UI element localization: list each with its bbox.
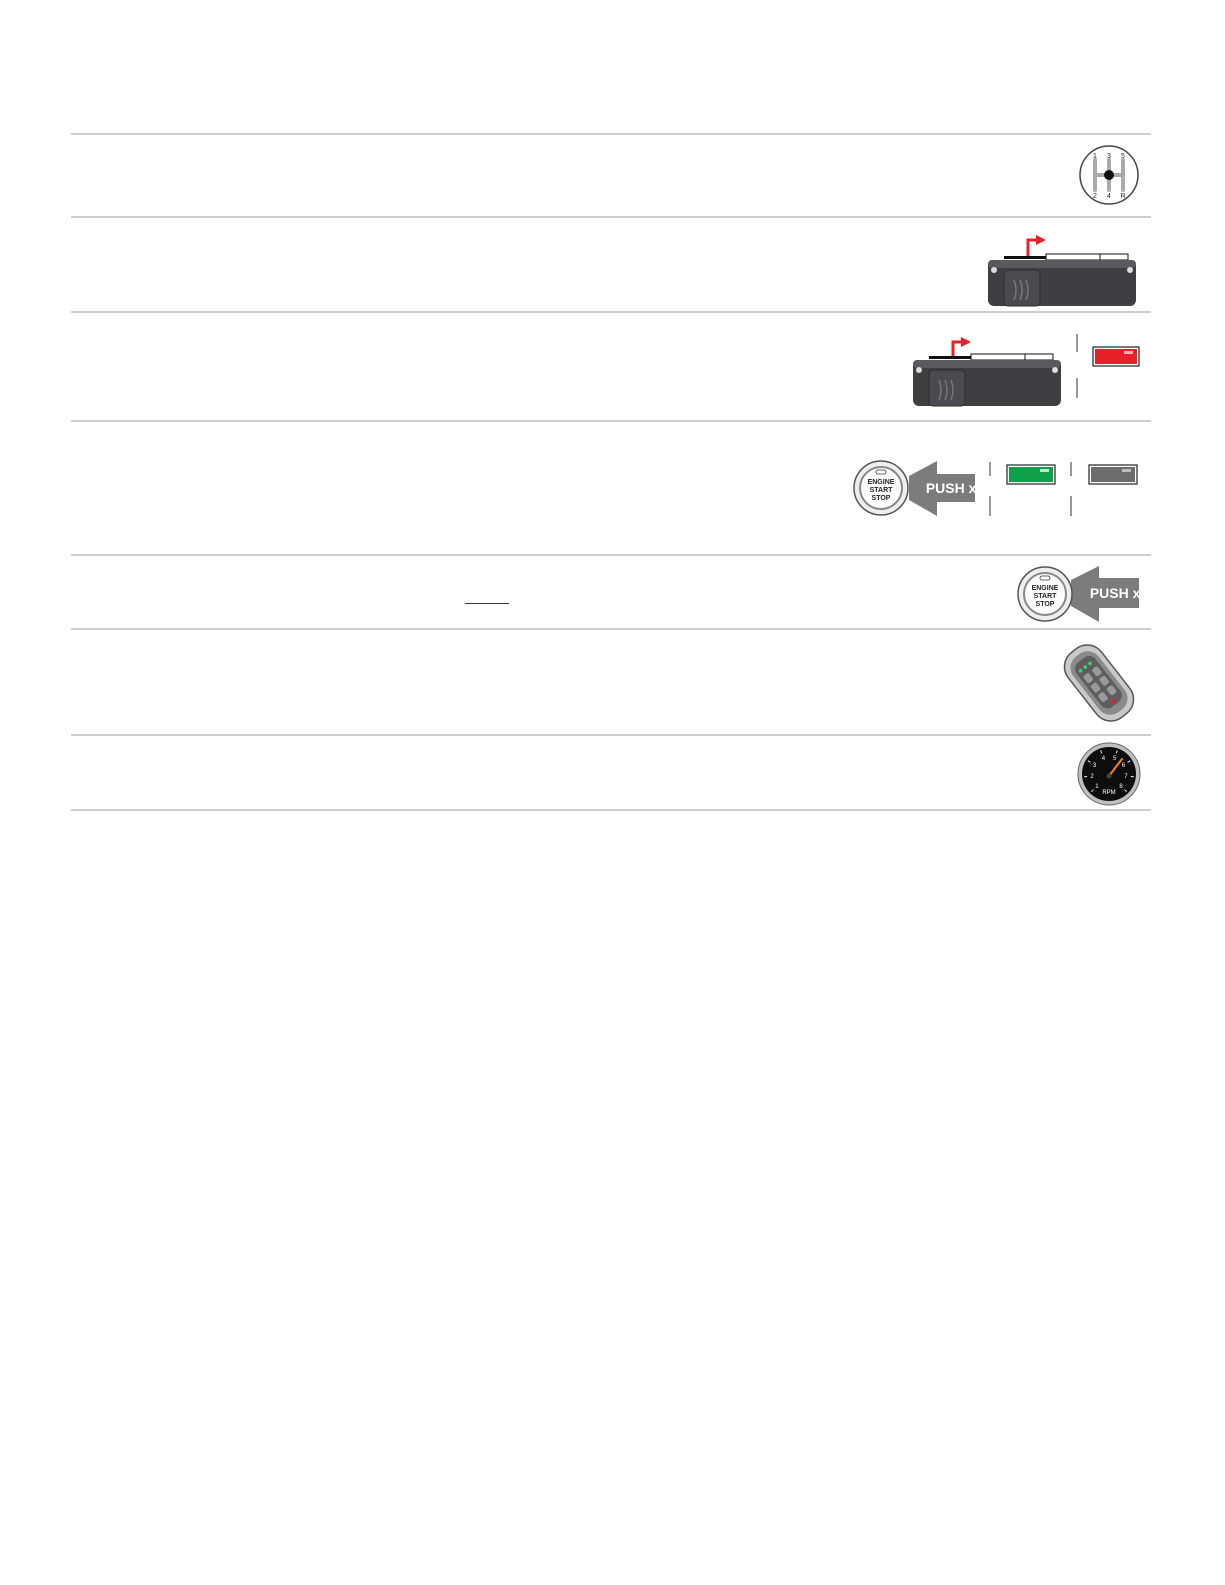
divider-step-4 [71, 554, 1151, 556]
rpm-label: RPM [1102, 790, 1116, 796]
tach-number: 7 [1124, 773, 1128, 780]
divider-bottom [71, 809, 1151, 811]
start-label-2: START [1033, 593, 1057, 600]
gear-label-5: 5 [1121, 153, 1125, 160]
divider-step-6 [71, 734, 1151, 736]
divider-step-5 [71, 628, 1151, 630]
gear-label-r: R [1120, 193, 1126, 200]
push-button-start-green-led-icon [853, 458, 1141, 520]
gear-label-3: 3 [1107, 153, 1111, 160]
divider-step-2 [71, 311, 1151, 313]
stop-label: STOP [871, 495, 891, 502]
push-label-2: PUSH x1 [1089, 585, 1149, 601]
start-label: START [869, 487, 893, 494]
tach-number: 4 [1101, 755, 1106, 762]
control-module-open-cover-icon [984, 232, 1139, 308]
underline-mark [465, 603, 509, 604]
tach-number: 6 [1121, 762, 1126, 769]
tach-number: 3 [1092, 762, 1097, 769]
tachometer-icon [1077, 742, 1141, 806]
stop-label-2: STOP [1035, 601, 1055, 608]
divider-step-1 [71, 216, 1151, 218]
tach-number: 1 [1095, 784, 1099, 791]
gear-label-2: 2 [1093, 193, 1097, 200]
tach-number: 5 [1112, 755, 1117, 762]
gear-label-1: 1 [1093, 153, 1097, 160]
manual-gear-shift-icon [1078, 144, 1140, 206]
engine-label: ENGINE [867, 479, 895, 486]
control-module-red-led-icon [909, 330, 1141, 410]
gear-label-4: 4 [1107, 193, 1111, 200]
push-label: PUSH x1 [925, 480, 985, 496]
tach-number: 8 [1119, 784, 1123, 791]
engine-label-2: ENGINE [1031, 585, 1059, 592]
divider-top [71, 133, 1151, 135]
divider-step-3 [71, 420, 1151, 422]
tach-number: 2 [1090, 773, 1094, 780]
remote-transmitter-icon [1058, 638, 1140, 728]
push-button-start-icon [1017, 564, 1149, 624]
